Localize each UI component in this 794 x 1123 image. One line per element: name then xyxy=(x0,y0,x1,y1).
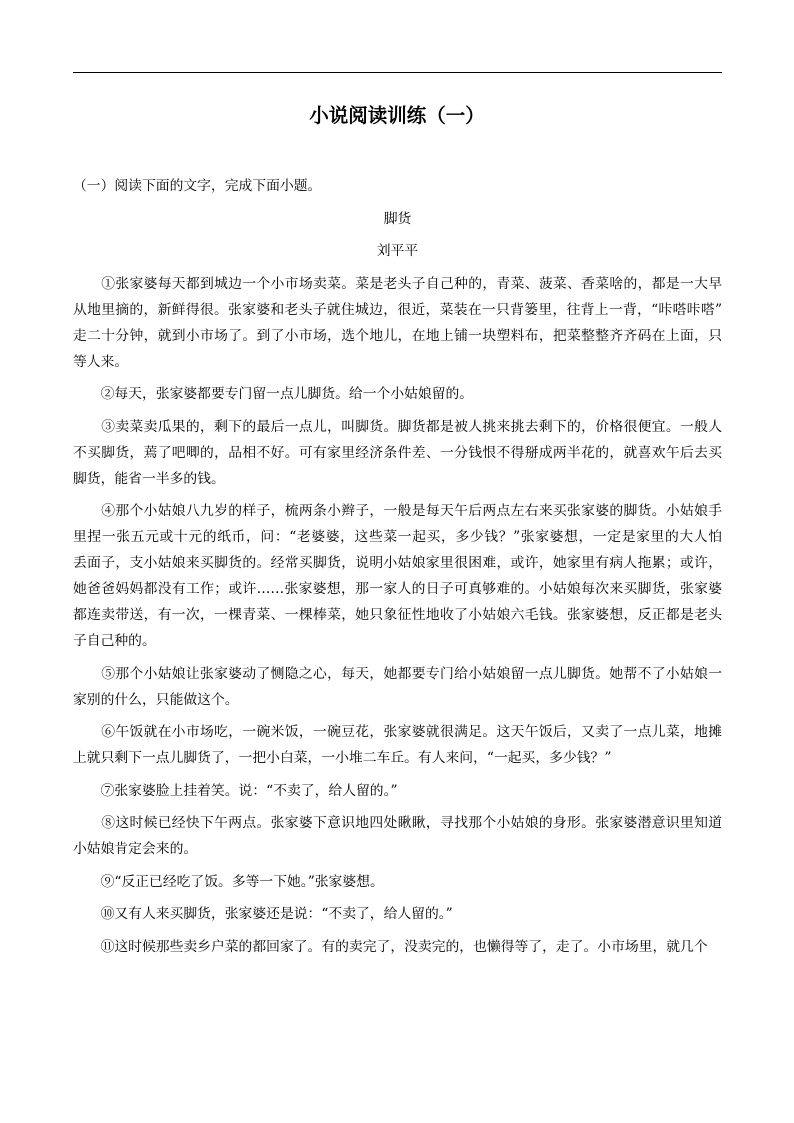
instruction-text: （一）阅读下面的文字，完成下面小题。 xyxy=(73,178,322,194)
paragraph-8-line-2: 小姑娘肯定会来的。 xyxy=(73,841,198,857)
paragraph-5-line-1: ⑤那个小姑娘让张家婆动了恻隐之心，每天，她都要专门给小姑娘留一点儿脚货。她帮不了小姑娘一 xyxy=(73,665,722,682)
paragraph-3-line-1: ③卖菜卖瓜果的，剩下的最后一点儿，叫脚货。脚货都是被人挑来挑去剩下的，价格很便宜。一般人 xyxy=(73,418,722,435)
paragraph-9-line-1: ⑨“反正已经吃了饭。多等一下她。”张家婆想。 xyxy=(73,873,384,890)
paragraph-1-line-1: ①张家婆每天都到城边一个小市场卖菜。菜是老头子自己种的，青菜、菠菜、香菜啥的，都是一大早 xyxy=(73,275,722,292)
page-title: 小说阅读训练（一） xyxy=(309,104,485,127)
paragraph-8-line-1: ⑧这时候已经快下午两点。张家婆下意识地四处瞅瞅，寻找那个小姑娘的身形。张家婆潜意识里知道 xyxy=(73,815,722,831)
paragraph-10-line-1: ⑩又有人来买脚货，张家婆还是说：“不卖了，给人留的。” xyxy=(73,906,453,922)
paragraph-11-line-1: ⑪这时候那些卖乡户菜的都回家了。有的卖完了，没卖完的，也懒得等了，走了。小市场里，就几个 xyxy=(73,938,708,955)
paragraph-5-line-2: 家别的什么，只能做这个。 xyxy=(73,691,239,708)
paragraph-7-line-1: ⑦张家婆脸上挂着笑。说：“不卖了，给人留的。” xyxy=(73,782,398,799)
paragraph-4-line-2: 里捏一张五元或十元的纸币，问：“老婆婆，这些菜一起买，多少钱？”张家婆想，一定是家里的大人怕 xyxy=(73,529,722,545)
paragraph-4-line-4: 她爸爸妈妈都没有工作；或许……张家婆想，那一家人的日子可真够难的。小姑娘每次来买脚货，张家婆 xyxy=(73,581,722,597)
paragraph-2-line-1: ②每天，张家婆都要专门留一点儿脚货。给一个小姑娘留的。 xyxy=(73,386,474,402)
paragraph-4-line-6: 子自己种的。 xyxy=(73,633,156,649)
paragraph-6-line-2: 上就只剩下一点儿脚货了，一把小白菜，一小堆二车丘。有人来问，“一起买，多少钱？” xyxy=(73,750,612,766)
paragraph-3-line-3: 脚货，能省一半多的钱。 xyxy=(73,470,225,487)
paragraph-3-line-2: 不买脚货，蔫了吧唧的，品相不好。可有家里经济条件差、一分钱恨不得掰成两半花的，就喜欢午后去买 xyxy=(73,444,722,461)
story-author: 刘平平 xyxy=(376,243,419,259)
instruction-line xyxy=(73,173,722,199)
paragraph-4-line-5: 都连卖带送，有一次，一棵青菜、一棵棒菜，她只象征性地收了小姑娘六毛钱。张家婆想，反正都是老头 xyxy=(73,607,722,623)
header-rule xyxy=(73,72,722,73)
document-body xyxy=(73,173,722,960)
paragraph-4-line-1: ④那个小姑娘八九岁的样子，梳两条小辫子，一般是每天午后两点左右来买张家婆的脚货。小姑娘手 xyxy=(73,503,722,519)
paragraph-1-line-3: 走二十分钟，就到小市场了。到了小市场，选个地儿，在地上铺一块塑料布，把菜整整齐齐码在上面，只 xyxy=(73,327,722,344)
story-paragraphs xyxy=(73,271,722,960)
paragraph-6-line-1: ⑥午饭就在小市场吃，一碗米饭，一碗豆花，张家婆就很满足。这天午饭后，又卖了一点儿菜，地摊 xyxy=(73,724,722,740)
paragraph-4-line-3: 丢面子，支小姑娘来买脚货的。经常买脚货，说明小姑娘家里很困难，或许，她家里有病人拖累；或许， xyxy=(73,555,722,571)
story-title: 脚货 xyxy=(383,210,412,227)
paragraph-1-line-2: 从地里摘的，新鲜得很。张家婆和老头子就住城边，很近，菜装在一只背篓里，往背上一背，“咔嗒咔嗒” xyxy=(73,301,722,318)
paragraph-1-line-4: 等人来。 xyxy=(73,353,129,370)
